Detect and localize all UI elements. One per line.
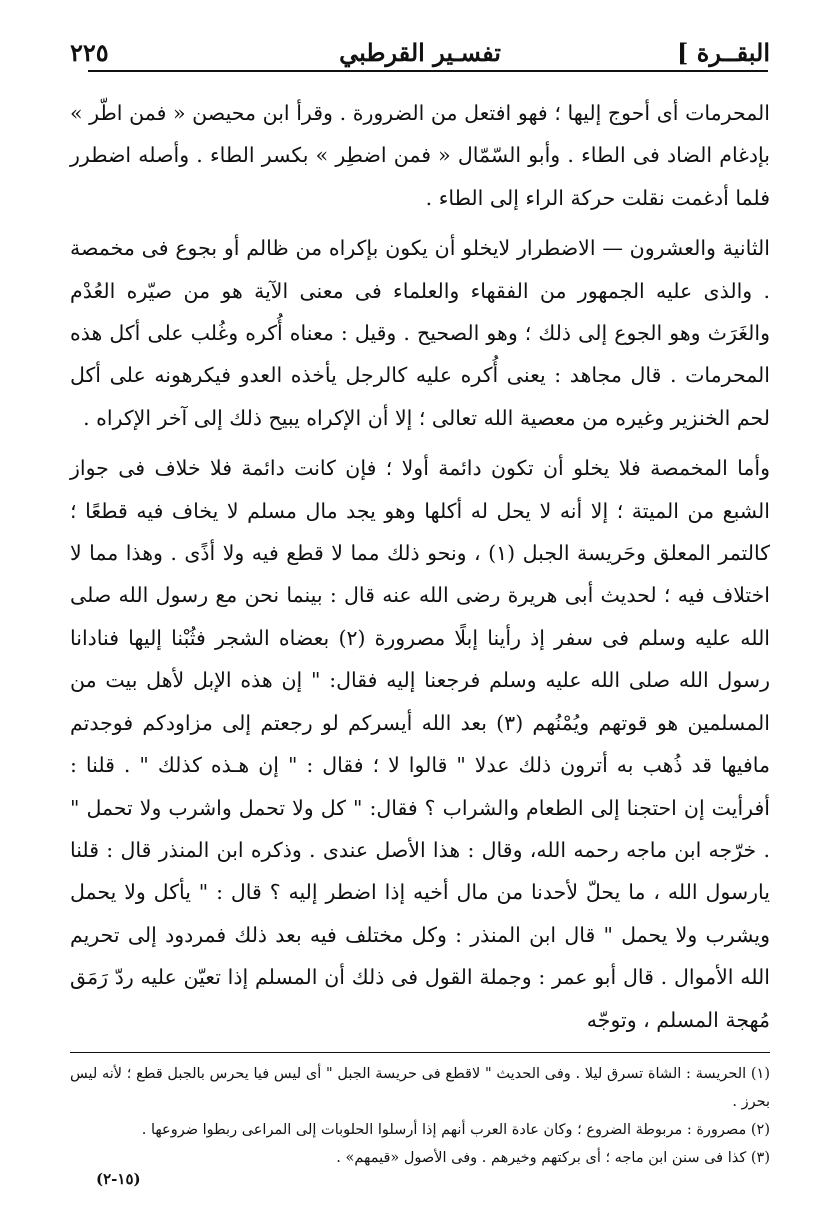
- footnotes: [70, 1060, 770, 1172]
- footnote: (٣) كذا فى سنن ابن ماجه ؛ أى بركتهم وخيرهم . وفى الأصول «قيمهم» .: [336, 1150, 770, 1166]
- paragraph: المحرمات أى أحوج إليها ؛ فهو افتعل من الضرورة . وقرأ ابن محيصن « فمن اطّر » بإدغام الضاد فى الطاء . وأبو السّمّال « فمن اضطِر » بكسر الطاء . وأصله اضطرر فلما أدغمت نقلت حركة الراء إلى الطاء .: [70, 101, 770, 210]
- book-title: تفسـير القرطبي: [339, 38, 501, 67]
- main-text: [70, 92, 770, 1041]
- page-number: ٢٢٥: [70, 38, 109, 67]
- sura-name: البقــرة ]: [677, 38, 770, 67]
- paragraph: وأما المخمصة فلا يخلو أن تكون دائمة أولا ؛ فإن كانت دائمة فلا خلاف فى جواز الشبع من الميتة ؛ إلا أنه لا يحل له أكلها وهو يجد مال مسلم لا يخاف فيه قطعًا ؛ كالتمر المعلق وحَريسة الجبل (١) ، ونحو ذلك مما لا قطع فيه ولا أذًى . وهذا مما لا اختلاف فيه ؛ لحديث أبى هريرة رضى الله عنه قال : بينما نحن مع رسول الله صلى الله عليه وسلم فى سفر إذ رأينا إبلًا مصرورة (٢) بعضاه الشجر فثُبْنا إليها فنادانا رسول الله صلى الله عليه وسلم فرجعنا إليه فقال: " إن هذه الإبل لأهل بيت من المسلمين هو قوتهم ويُمْنُهم (٣) بعد الله أيسركم لو رجعتم إلى مزاودكم فوجدتم مافيها قد ذُهب به أترون ذلك عدلا " قالوا لا ؛ فقال : " إن هـذه كذلك " . قلنا : أفرأيت إن احتجنا إلى الطعام والشراب ؟ فقال: " كل ولا تحمل واشرب ولا تحمل " . خرّجه ابن ماجه رحمه الله، وقال : هذا الأصل عندى . وذكره ابن المنذر قال : قلنا يارسول الله ، ما يحلّ لأحدنا من مال أخيه إذا اضطر إليه ؟ قال : " يأكل ولا يحمل ويشرب ولا يحمل " قال ابن المنذر : وكل مختلف فيه بعد ذلك فمردود إلى تحريم الله الأموال . قال أبو عمر : وجملة القول فى ذلك أن المسلم إذا تعيّن عليه ردّ رَمَق مُهجة المسلم ، وتوجّه: [70, 456, 771, 1032]
- footnote: (١) الحريسة : الشاة تسرق ليلا . وفى الحديث " لاقطع فى حريسة الجبل " أى ليس فيا يحرس بالجبل قطع ؛ لأنه ليس بحرز .: [70, 1066, 770, 1110]
- printer-signature: (١٥-٢): [96, 1170, 141, 1188]
- paragraph: الثانية والعشرون — الاضطرار لايخلو أن يكون بإكراه من ظالم أو بجوع فى مخمصة . والذى عليه الجمهور من الفقهاء والعلماء فى معنى الآية هو من صيّره العُدْم والغَرَث وهو الجوع إلى ذلك ؛ وهو الصحيح . وقيل : معناه أُكره وغُلب على أكل هذه المحرمات . قال مجاهد : يعنى أُكره عليه كالرجل يأخذه العدو فيكرهونه على أكل لحم الخنزير وغيره من معصية الله تعالى ؛ إلا أن الإكراه يبيح ذلك إلى آخر الإكراه .: [70, 236, 770, 430]
- footnote-rule: [70, 1052, 770, 1053]
- footnote: (٢) مصرورة : مربوطة الضروع ؛ وكان عادة العرب أنهم إذا أرسلوا الحلوبات إلى المراعى ربطوا ضروعها .: [141, 1122, 770, 1138]
- header-rule: [88, 70, 768, 72]
- page-header: [70, 30, 770, 68]
